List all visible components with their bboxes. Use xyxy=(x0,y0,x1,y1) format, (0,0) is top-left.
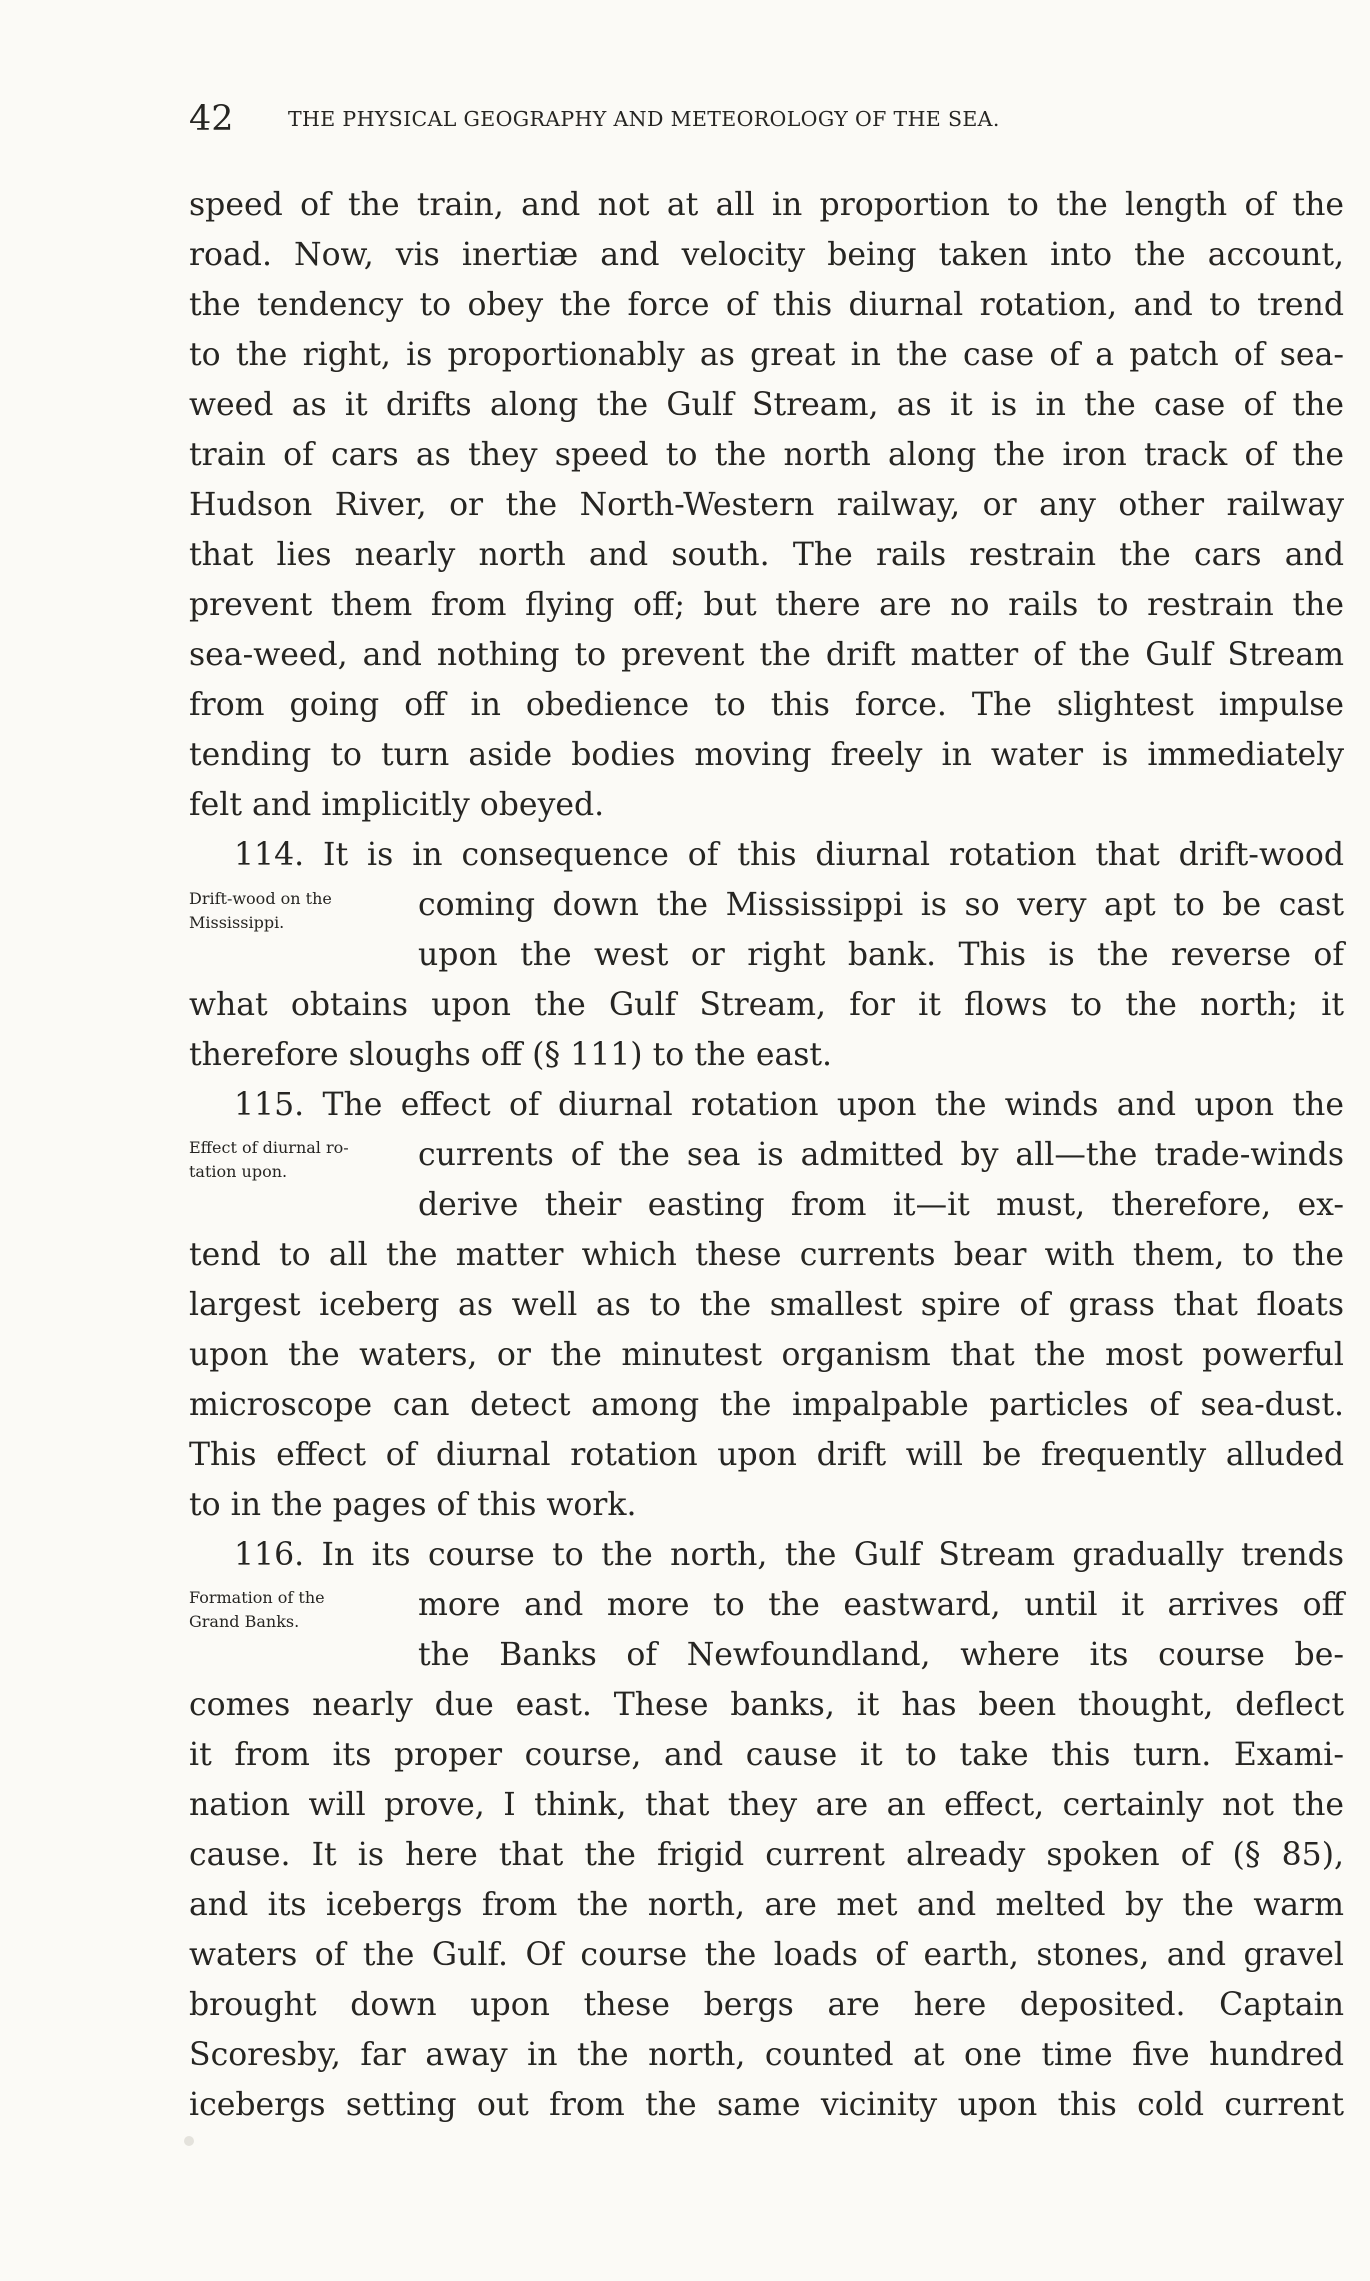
text-line: comes nearly due east. These banks, it has been thought, deflect xyxy=(189,1687,1344,1723)
text-line: tending to turn aside bodies moving freely in water is immediately xyxy=(189,737,1344,773)
text-line: to in the pages of this work. xyxy=(189,1487,637,1523)
paragraph-114-start: 114. It is in consequence of this diurnal rotation that drift-wood xyxy=(234,837,1344,873)
text-line: brought down upon these bergs are here deposited. Captain xyxy=(189,1987,1344,2023)
text-line: speed of the train, and not at all in proportion to the length of the xyxy=(189,187,1344,223)
text-line: to the right, is proportionably as great in the case of a patch of sea- xyxy=(189,337,1344,373)
text-line: therefore sloughs off (§ 111) to the east. xyxy=(189,1037,833,1073)
sidenote-grand-banks-2: Grand Banks. xyxy=(189,1612,300,1631)
text-line: that lies nearly north and south. The rails restrain the cars and xyxy=(189,537,1344,573)
text-line: it from its proper course, and cause it to take this turn. Exami- xyxy=(189,1737,1344,1773)
sidenote-drift-wood-2: Mississippi. xyxy=(189,913,285,932)
text-line: derive their easting from it—it must, therefore, ex- xyxy=(418,1187,1344,1223)
text-line: prevent them from flying off; but there are no rails to restrain the xyxy=(189,587,1344,623)
sidenote-diurnal-rotation-2: tation upon. xyxy=(189,1162,288,1181)
text-line: weed as it drifts along the Gulf Stream, as it is in the case of the xyxy=(189,387,1344,423)
text-line: upon the waters, or the minutest organism that the most powerful xyxy=(189,1337,1344,1373)
sidenote-drift-wood: Drift-wood on the xyxy=(189,889,332,908)
page-number: 42 xyxy=(189,99,234,139)
text-line: icebergs setting out from the same vicinity upon this cold current xyxy=(189,2087,1344,2123)
paragraph-116-start: 116. In its course to the north, the Gulf Stream gradually trends xyxy=(234,1537,1344,1573)
text-line: coming down the Mississippi is so very apt to be cast xyxy=(418,887,1344,923)
text-line: microscope can detect among the impalpable particles of sea-dust. xyxy=(189,1387,1344,1423)
text-line: the tendency to obey the force of this diurnal rotation, and to trend xyxy=(189,287,1344,323)
text-line: and its icebergs from the north, are met and melted by the warm xyxy=(189,1887,1344,1923)
text-line: nation will prove, I think, that they are an effect, certainly not the xyxy=(189,1787,1344,1823)
page-header xyxy=(189,96,1339,142)
running-head: THE PHYSICAL GEOGRAPHY AND METEOROLOGY OF THE SEA. xyxy=(288,107,1000,131)
text-line: currents of the sea is admitted by all—the trade-winds xyxy=(418,1137,1344,1173)
text-line: waters of the Gulf. Of course the loads of earth, stones, and gravel xyxy=(189,1937,1344,1973)
text-line: felt and implicitly obeyed. xyxy=(189,787,605,823)
paragraph-115-start: 115. The effect of diurnal rotation upon the winds and upon the xyxy=(234,1087,1344,1123)
text-line: Scoresby, far away in the north, counted at one time five hundred xyxy=(189,2037,1344,2073)
text-line: largest iceberg as well as to the smallest spire of grass that floats xyxy=(189,1287,1344,1323)
sidenote-diurnal-rotation: Effect of diurnal ro- xyxy=(189,1138,349,1157)
text-line: Hudson River, or the North-Western railway, or any other railway xyxy=(189,487,1344,523)
text-line: from going off in obedience to this force. The slightest impulse xyxy=(189,687,1344,723)
paper-speck xyxy=(184,2136,194,2146)
text-line: upon the west or right bank. This is the reverse of xyxy=(418,937,1344,973)
text-line: cause. It is here that the frigid current already spoken of (§ 85), xyxy=(189,1837,1344,1873)
text-line: tend to all the matter which these currents bear with them, to the xyxy=(189,1237,1344,1273)
text-line: road. Now, vis inertiæ and velocity being taken into the account, xyxy=(189,237,1344,273)
text-line: the Banks of Newfoundland, where its course be- xyxy=(418,1637,1344,1673)
text-line: sea-weed, and nothing to prevent the drift matter of the Gulf Stream xyxy=(189,637,1344,673)
text-line: This effect of diurnal rotation upon drift will be frequently alluded xyxy=(189,1437,1344,1473)
text-line: more and more to the eastward, until it arrives off xyxy=(418,1587,1344,1623)
text-line: what obtains upon the Gulf Stream, for it flows to the north; it xyxy=(189,987,1344,1023)
sidenote-grand-banks: Formation of the xyxy=(189,1588,325,1607)
text-line: train of cars as they speed to the north along the iron track of the xyxy=(189,437,1344,473)
